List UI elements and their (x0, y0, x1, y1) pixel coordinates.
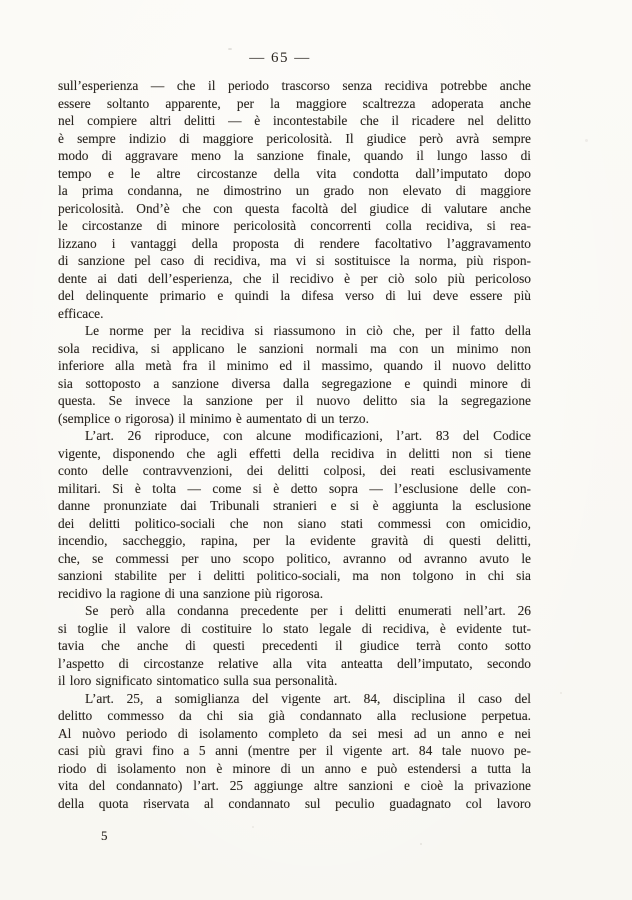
text-line: casi più gravi fino a 5 anni (mentre per il vigente art. 84 tale nuovo pe- (58, 743, 531, 758)
text-line: del delinquente primario e quindi la difesa verso di lui deve essere più (58, 288, 531, 303)
text-line: sola recidiva, si applicano le sanzioni normali ma con un minimo non (58, 340, 531, 356)
text-line: danne pronunziate dai Tribunali stranieri e si è aggiunta la esclusione (58, 498, 531, 513)
text-line: delitto commesso da chi sia già condannato alla reclusione perpetua. (58, 708, 531, 723)
text-line: recidivo la ragione di una sanzione più rigorosa. (58, 585, 324, 601)
text-line: essere soltanto apparente, per la maggiore scaltrezza adoperata anche (58, 95, 531, 111)
text-line: Al nuòvo periodo di isolamento completo da sei mesi ad un anno e nei (58, 725, 531, 741)
text-line: inferiore alla metà fra il minimo ed il massimo, quando il nuovo delitto (58, 358, 531, 373)
text-line: nel compiere altri delitti — è incontestabile che il ricadere nel delitto (58, 113, 531, 128)
text-line: le circostanze di minore pericolosità concorrenti colla recidiva, si rea- (58, 218, 531, 233)
text-line: tempo e le altre circostanze della vita condotta dall’imputato dopo (58, 165, 531, 181)
scan-speckle (420, 843, 422, 845)
text-line: sia sottoposto a sanzione diversa dalla segregazione e quindi minore di (58, 375, 531, 391)
text-line: Le norme per la recidiva si riassumono in ciò che, per il fatto della (85, 323, 531, 338)
page-number-header: — 65 — (249, 50, 311, 66)
text-line: dei delitti politico-sociali che non siano stati commessi con omicidio, (58, 515, 531, 531)
scan-speckle (585, 139, 588, 142)
text-line: sanzioni stabilite per i delitti politico-sociali, ma non tolgono in chi sia (58, 568, 531, 583)
text-line: l’aspetto di circostanze relative alla vita anteatta dell’imputato, secondo (58, 655, 531, 671)
text-line: di sanzione pel caso di recidiva, ma vi si sostituisce la norma, più rispon- (58, 253, 531, 268)
text-line: che, se commessi per uno scopo politico, avranno od avranno avuto le (58, 550, 531, 566)
text-line: si toglie il valore di costituire lo stato legale di recidiva, è evidente tut- (58, 620, 531, 636)
scan-speckle (252, 826, 254, 828)
text-line: il loro significato sintomatico sulla sua personalità. (58, 673, 338, 688)
text-line: L’art. 25, a somiglianza del vigente art. 84, disciplina il caso del (85, 690, 531, 706)
text-line: L’art. 26 riproduce, con alcune modificazioni, l’art. 83 del Codice (85, 428, 531, 443)
text-line: efficace. (58, 305, 104, 321)
text-line: sull’esperienza — che il periodo trascorso senza recidiva potrebbe anche (58, 78, 531, 93)
text-line: conto delle contravvenzioni, dei delitti colposi, dei reati esclusivamente (58, 463, 531, 478)
page-text (58, 77, 531, 812)
text-line: questa. Se invece la sanzione per il nuovo delitto sia la segregazione (58, 393, 531, 408)
text-line: dente ai dati dell’esperienza, che il recidivo è per ciò solo più pericoloso (58, 270, 531, 286)
text-line: lizzano i vantaggi della proposta di rendere facoltativo l’aggravamento (58, 235, 531, 251)
text-line: modo di aggravare meno la sanzione finale, quando il lungo lasso di (58, 148, 531, 163)
text-line: incendio, saccheggio, rapina, per la evidente gravità di questi delitti, (58, 533, 531, 548)
scan-speckle (560, 692, 562, 694)
text-line: vita del condannato) l’art. 25 aggiunge altre sanzioni e cioè la privazione (58, 778, 531, 793)
text-line: pericolosità. Ond’è che con questa facoltà del giudice di valutare anche (58, 200, 531, 216)
text-line: la prima condanna, ne dimostrino un grado non elevato di maggiore (58, 183, 531, 198)
text-line: tavia che anche di questi precedenti il giudice terrà conto sotto (58, 638, 531, 653)
text-line: Se però alla condanna precedente per i delitti enumerati nell’art. 26 (85, 603, 531, 618)
signature-number: 5 (101, 828, 108, 843)
text-line: (semplice o rigorosa) il minimo è aumentato di un terzo. (58, 410, 369, 426)
text-line: è sempre indizio di maggiore pericolosità. Il giudice però avrà sempre (58, 130, 531, 146)
text-line: riodo di isolamento non è minore di un anno e può estendersi a tutta la (58, 760, 531, 776)
text-line: della quota riservata al condannato sul peculio guadagnato col lavoro (58, 795, 531, 811)
text-line: vigente, disponendo che agli effetti della recidiva in delitti non si tiene (58, 445, 531, 461)
text-line: militari. Si è tolta — come si è detto sopra — l’esclusione delle con- (58, 480, 531, 496)
